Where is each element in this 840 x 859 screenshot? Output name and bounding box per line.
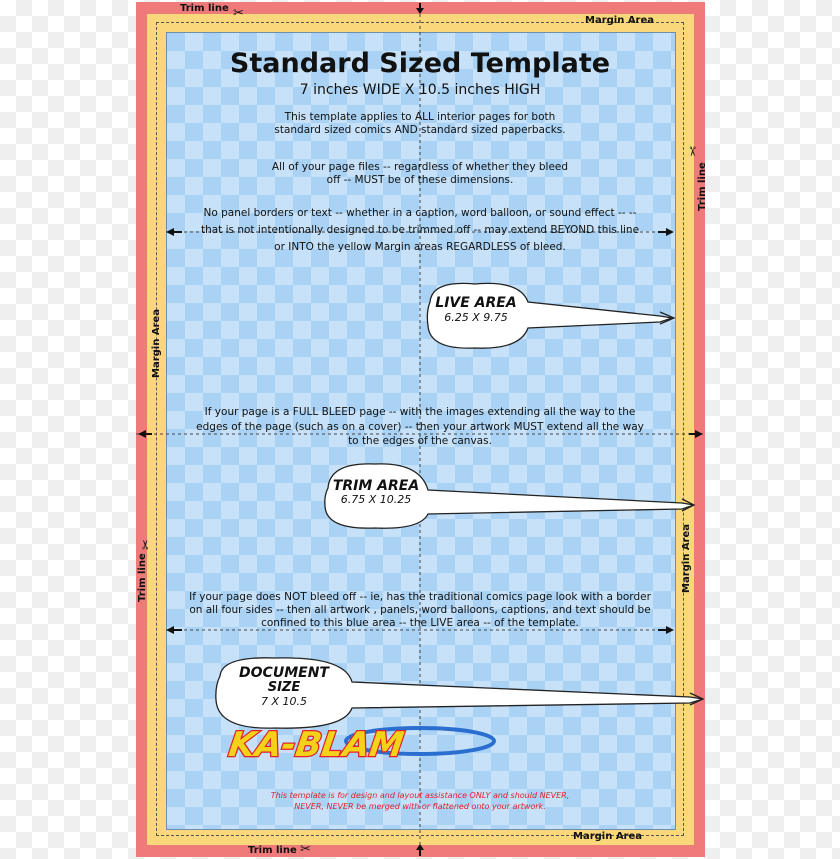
scissors-icon: ✂ (139, 539, 154, 550)
margin-area-label-top: Margin Area (585, 15, 655, 26)
paragraph-full-bleed: If your page is a FULL BLEED page -- with the images extending all the way to the edges of the page (such as on a cover) -- then your artwork MUST extend all the way to the edges of the canvas. (196, 406, 644, 447)
margin-area-label-bottom: Margin Area (573, 831, 643, 842)
trim-line-label-right: Trim line (697, 162, 708, 211)
trim-area-title: TRIM AREA (332, 478, 420, 494)
trim-line-label-top: Trim line (180, 3, 229, 14)
scissors-icon: ✂ (684, 146, 699, 157)
scissors-icon: ✂ (233, 6, 244, 21)
disclaimer-text: This template is for design and layout assistance ONLY and should NEVER, NEVER, NEVER be merged with or flattened onto your artwork. (270, 791, 570, 811)
kablam-logo-text: KA-BLAM (226, 725, 407, 765)
document-size-dims: 7 X 10.5 (260, 695, 308, 708)
page-title: Standard Sized Template (229, 48, 611, 79)
margin-area-label-left: Margin Area (151, 308, 162, 378)
document-size-title-line1: DOCUMENT (239, 665, 329, 681)
trim-line-label-left: Trim line (137, 553, 148, 602)
page-subtitle: 7 inches WIDE X 10.5 inches HIGH (299, 82, 541, 98)
trim-area-dims: 6.75 X 10.25 (340, 493, 412, 506)
live-area-title: LIVE AREA (435, 295, 517, 311)
live-area-dims: 6.25 X 9.75 (444, 311, 508, 324)
paragraph-no-panel-borders: No panel borders or text -- whether in a caption, word balloon, or sound effect -- -- that is not intentionally designed to be trimmed off -- may extend BEYOND this line or INTO the yellow Margin areas REGARDLESS of bleed. (200, 207, 640, 253)
margin-area-label-right: Margin Area (681, 523, 692, 593)
paragraph-dimensions: All of your page files -- regardless of whether they bleed off -- MUST be of these dimensions. (271, 161, 569, 186)
document-size-title-line2: SIZE (267, 680, 301, 695)
paragraph-applies: This template applies to ALL interior pages for both standard sized comics AND standard sized paperbacks. (274, 111, 566, 136)
trim-line-label-bottom: Trim line (248, 845, 297, 856)
scissors-icon: ✂ (300, 842, 311, 857)
paragraph-no-bleed: If your page does NOT bleed off -- ie, has the traditional comics page look with a border on all four sides -- then all artwork , panels, word balloons, captions, and text should be confined to this blue area -- the LIVE area -- of the template. (189, 591, 651, 629)
